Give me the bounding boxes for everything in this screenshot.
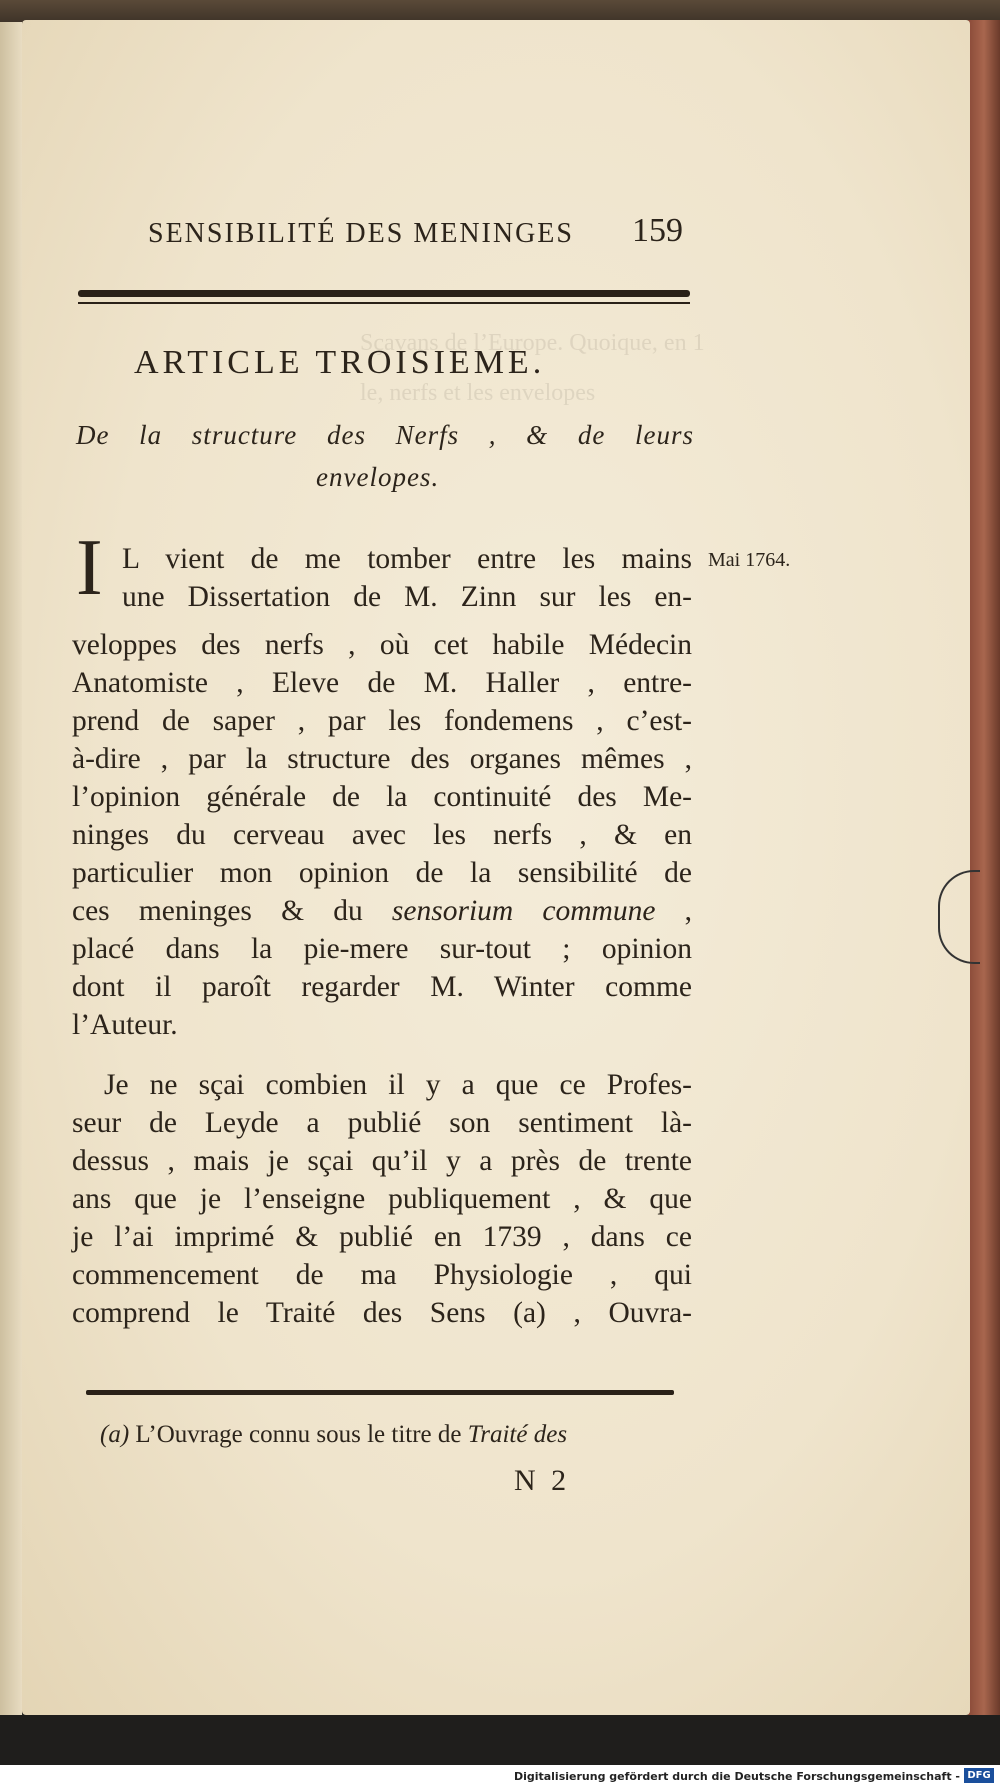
text-line: comprend le Traité des Sens (a) , Ouvra- <box>72 1297 692 1329</box>
text-line: Je ne sçai combien il y a que ce Profes- <box>104 1069 692 1101</box>
footnote <box>100 1421 567 1449</box>
signature-mark: N 2 <box>514 1464 571 1497</box>
text-line: je l’ai imprimé & publié en 1739 , dans ce <box>72 1221 692 1253</box>
text-line: une Dissertation de M. Zinn sur les en- <box>122 581 692 613</box>
text-line: prend de saper , par les fondemens , c’est- <box>72 705 692 737</box>
text-line: Anatomiste , Eleve de M. Haller , entre- <box>72 667 692 699</box>
text-line: l’opinion générale de la continuité des Me- <box>72 781 692 813</box>
header-rule-thin <box>78 302 690 304</box>
article-subtitle-line1: De la structure des Nerfs , & de leurs <box>76 420 694 450</box>
text-line: veloppes des nerfs , où cet habile Médecin <box>72 629 692 661</box>
drop-cap: I <box>76 524 103 612</box>
text-line: particulier mon opinion de la sensibilité de <box>72 857 692 889</box>
text-line: ans que je l’enseigne publiquement , & que <box>72 1183 692 1215</box>
header-rule <box>78 290 690 297</box>
scan-bottom-band <box>0 1715 1000 1765</box>
digitization-credit: Digitalisierung gefördert durch die Deutsche Forschungsgemeinschaft - <box>513 1770 960 1783</box>
footnote-marker: (a) <box>100 1421 130 1448</box>
footnote-text: L’Ouvrage connu sous le titre de <box>135 1421 462 1448</box>
italic-term: sensorium commune <box>391 895 656 927</box>
text-line: L vient de me tomber entre les mains <box>122 543 692 575</box>
text-line: dont il paroît regarder M. Winter comme <box>72 971 692 1003</box>
margin-note: Mai 1764. <box>708 549 791 571</box>
dfg-logo: DFG <box>964 1768 994 1783</box>
text-line: commencement de ma Physiologie , qui <box>72 1259 692 1291</box>
facing-page-edge <box>0 22 22 1722</box>
text-line: placé dans la pie-mere sur-tout ; opinion <box>72 933 692 965</box>
text-line: l’Auteur. <box>72 1009 178 1041</box>
footnote-italic: Traité des <box>467 1421 568 1448</box>
text-line: ninges du cerveau avec les nerfs , & en <box>72 819 692 851</box>
running-head: SENSIBILITÉ DES MENINGES <box>148 218 574 249</box>
article-title: ARTICLE TROISIEME. <box>134 344 546 381</box>
page-number: 159 <box>632 212 683 249</box>
text-line: à-dire , par la structure des organes mêmes , <box>72 743 692 775</box>
show-through-text: Sçavans de l’Europe. Quoique, en 1 <box>360 330 705 356</box>
article-subtitle-line2: envelopes. <box>316 462 440 492</box>
footnote-rule <box>86 1390 674 1395</box>
text-line: ces meninges & du sensorium commune , <box>72 895 692 927</box>
text-line: seur de Leyde a publié son sentiment là- <box>72 1107 692 1139</box>
text-line: dessus , mais je sçai qu’il y a près de trente <box>72 1145 692 1177</box>
show-through-text: le, nerfs et les envelopes <box>360 380 596 406</box>
